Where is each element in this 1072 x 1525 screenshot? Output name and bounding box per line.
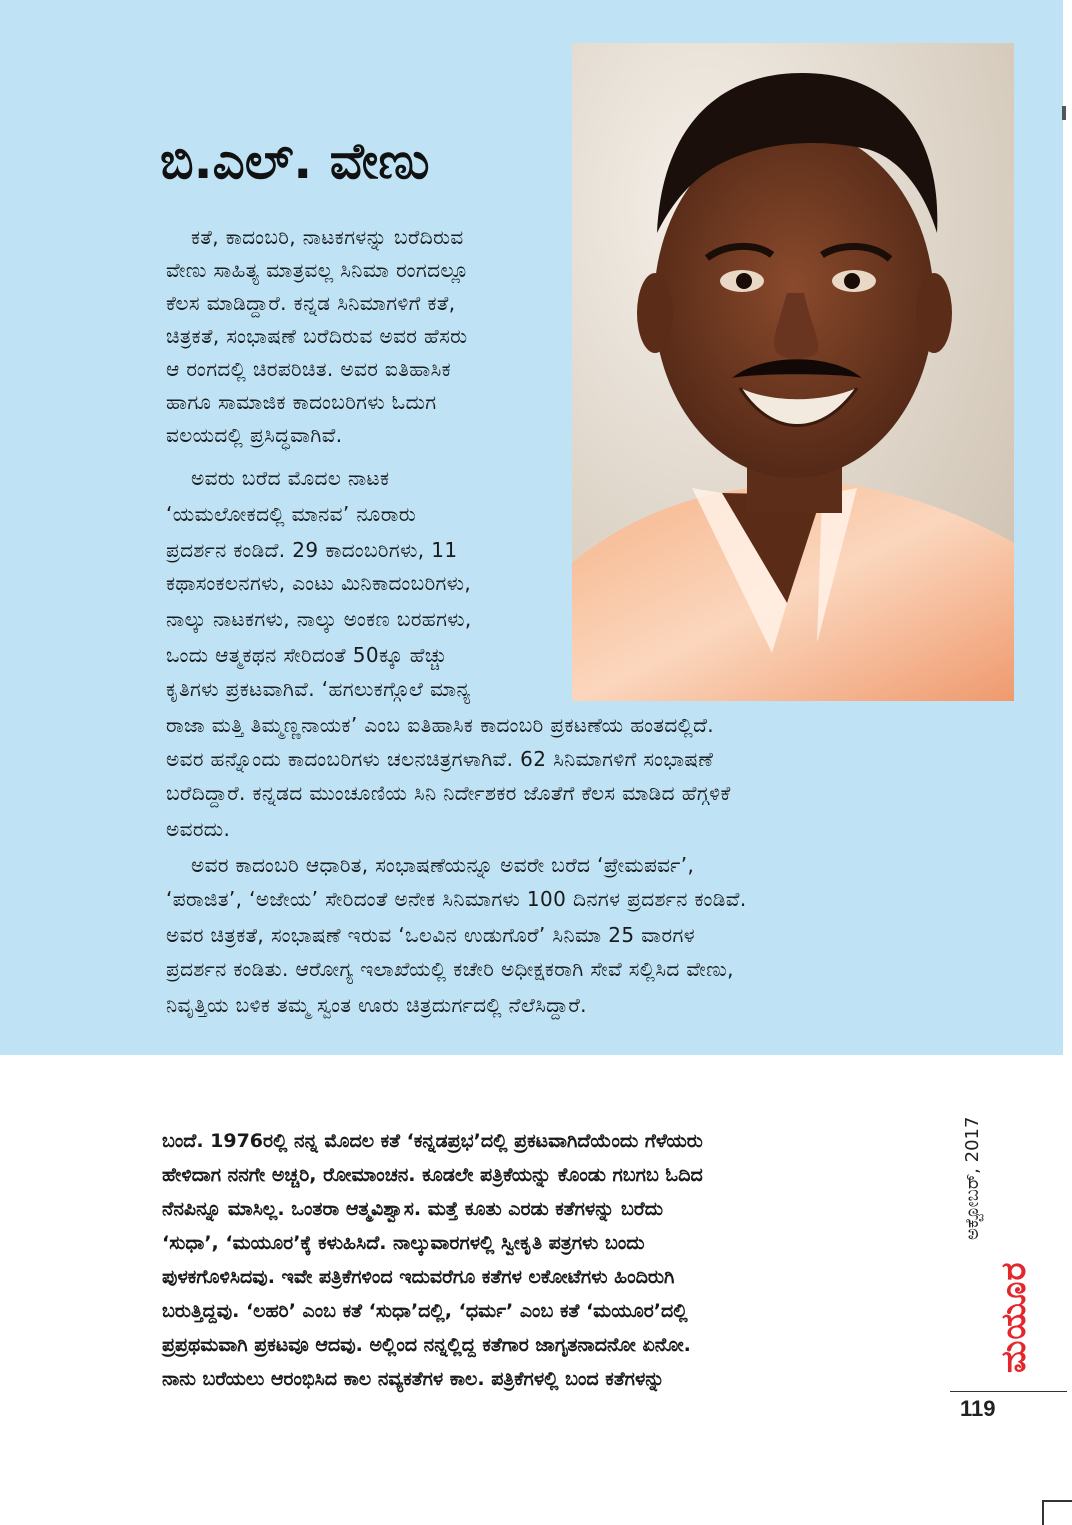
profile-line: ನಾಲ್ಕು ನಾಟಕಗಳು, ನಾಲ್ಕು ಅಂಕಣ ಬರಹಗಳು,: [166, 607, 472, 631]
masthead-logo: ಮಯೂರ: [994, 1261, 1034, 1373]
profile-line: ಕಥಾಸಂಕಲನಗಳು, ಎಂಟು ಮಿನಿಕಾದಂಬರಿಗಳು,: [166, 571, 472, 595]
profile-line: ಪ್ರದರ್ಶನ ಕಂಡಿದೆ. 29 ಕಾದಂಬರಿಗಳು, 11: [166, 538, 458, 562]
profile-line: ನಿವೃತ್ತಿಯ ಬಳಿಕ ತಮ್ಮ ಸ್ವಂತ ಊರು ಚಿತ್ರದುರ್ಗದಲ್ಲಿ ನೆಲೆಸಿದ್ದಾರೆ.: [166, 993, 587, 1017]
profile-line: ಅವರದು.: [166, 817, 231, 841]
profile-line: ಪ್ರದರ್ಶನ ಕಂಡಿತು. ಆರೋಗ್ಯ ಇಲಾಖೆಯಲ್ಲಿ ಕಚೇರಿ ಅಧೀಕ್ಷಕರಾಗಿ ಸೇವೆ ಸಲ್ಲಿಸಿದ ವೇಣು,: [166, 957, 734, 981]
article-line: ನೆನಪಿನ್ನೂ ಮಾಸಿಲ್ಲ. ಒಂತರಾ ಆತ್ಮವಿಶ್ವಾಸ. ಮತ್ತೆ ಕೂತು ಎರಡು ಕತೆಗಳನ್ನು ಬರೆದು: [162, 1198, 664, 1220]
article-line: ಹೇಳಿದಾಗ ನನಗೇ ಅಚ್ಚರಿ, ರೋಮಾಂಚನ. ಕೂಡಲೇ ಪತ್ರಿಕೆಯನ್ನು ಕೊಂಡು ಗಬಗಬ ಓದಿದ: [162, 1164, 703, 1186]
article-line: ಬರುತ್ತಿದ್ದವು. ‘ಲಹರಿ’ ಎಂಬ ಕತೆ ‘ಸುಧಾ’ದಲ್ಲಿ, ‘ಧರ್ಮ’ ಎಂಬ ಕತೆ ‘ಮಯೂರ’ದಲ್ಲಿ: [162, 1300, 688, 1322]
footer-rule: [950, 1391, 1067, 1392]
profile-line: ಅವರ ಕಾದಂಬರಿ ಆಧಾರಿತ, ಸಂಭಾಷಣೆಯನ್ನೂ ಅವರೇ ಬರೆದ ‘ಪ್ರೇಮಪರ್ವ’,: [191, 853, 695, 877]
profile-line: ಕೆಲಸ ಮಾಡಿದ್ದಾರೆ. ಕನ್ನಡ ಸಿನಿಮಾಗಳಿಗೆ ಕತೆ,: [166, 291, 456, 315]
article-line: ನಾನು ಬರೆಯಲು ಆರಂಭಿಸಿದ ಕಾಲ ನವ್ಯಕತೆಗಳ ಕಾಲ. ಪತ್ರಿಕೆಗಳಲ್ಲಿ ಬಂದ ಕತೆಗಳನ್ನು: [162, 1368, 665, 1390]
page-number: 119: [960, 1396, 996, 1421]
article-line: ಬಂದೆ. 1976ರಲ್ಲಿ ನನ್ನ ಮೊದಲ ಕತೆ ‘ಕನ್ನಡಪ್ರಭ’ದಲ್ಲಿ ಪ್ರಕಟವಾಗಿದೆಯೆಂದು ಗೆಳೆಯರು: [162, 1130, 703, 1152]
profile-line: ಬರೆದಿದ್ದಾರೆ. ಕನ್ನಡದ ಮುಂಚೂಣಿಯ ಸಿನಿ ನಿರ್ದೇಶಕರ ಜೊತೆಗೆ ಕೆಲಸ ಮಾಡಿದ ಹೆಗ್ಗಳಿಕೆ: [166, 781, 731, 805]
article-line: ಪ್ರಪ್ರಥಮವಾಗಿ ಪ್ರಕಟವೂ ಆದವು. ಅಲ್ಲಿಂದ ನನ್ನಲ್ಲಿದ್ದ ಕತೆಗಾರ ಜಾಗೃತನಾದನೋ ಏನೋ.: [162, 1334, 691, 1356]
issue-date: ಅಕ್ಟೋಬರ್, 2017: [962, 1116, 983, 1240]
profile-line: ಕೃತಿಗಳು ಪ್ರಕಟವಾಗಿವೆ. ‘ಹಗಲುಕಗ್ಗೊಲೆ ಮಾನ್ಯ: [166, 677, 471, 701]
profile-line: ‘ಪರಾಜಿತ’, ‘ಅಜೇಯ’ ಸೇರಿದಂತೆ ಅನೇಕ ಸಿನಿಮಾಗಳು 100 ದಿನಗಳ ಪ್ರದರ್ಶನ ಕಂಡಿವೆ.: [166, 887, 747, 911]
profile-line: ಆ ರಂಗದಲ್ಲಿ ಚಿರಪರಿಚಿತ. ಅವರ ಐತಿಹಾಸಿಕ: [166, 357, 452, 381]
profile-title: ಬಿ.ಎಲ್. ವೇಣು: [160, 132, 430, 190]
article-line: ಪುಳಕಗೊಳಿಸಿದವು. ಇವೇ ಪತ್ರಿಕೆಗಳಿಂದ ಇದುವರೆಗೂ ಕತೆಗಳ ಲಕೋಟೆಗಳು ಹಿಂದಿರುಗಿ: [162, 1266, 675, 1288]
profile-line: ವೇಣು ಸಾಹಿತ್ಯ ಮಾತ್ರವಲ್ಲ ಸಿನಿಮಾ ರಂಗದಲ್ಲೂ: [166, 258, 469, 282]
profile-line: ‘ಯಮಲೋಕದಲ್ಲಿ ಮಾನವ’ ನೂರಾರು: [166, 502, 417, 526]
profile-line: ಅವರ ಹನ್ನೊಂದು ಕಾದಂಬರಿಗಳು ಚಲನಚಿತ್ರಗಳಾಗಿವೆ. 62 ಸಿನಿಮಾಗಳಿಗೆ ಸಂಭಾಷಣೆ: [166, 747, 714, 771]
profile-line: ಒಂದು ಆತ್ಮಕಥನ ಸೇರಿದಂತೆ 50ಕ್ಕೂ ಹೆಚ್ಚು: [166, 643, 448, 667]
profile-line: ಕತೆ, ಕಾದಂಬರಿ, ನಾಟಕಗಳನ್ನು ಬರೆದಿರುವ: [191, 225, 464, 249]
profile-line: ವಲಯದಲ್ಲಿ ಪ್ರಸಿದ್ಧವಾಗಿವೆ.: [166, 423, 343, 447]
crop-mark-horizontal: [1042, 1500, 1072, 1502]
article-line: ‘ಸುಧಾ’, ‘ಮಯೂರ’ಕ್ಕೆ ಕಳುಹಿಸಿದೆ. ನಾಲ್ಕುವಾರಗಳಲ್ಲಿ ಸ್ವೀಕೃತಿ ಪತ್ರಗಳು ಬಂದು: [162, 1232, 645, 1254]
crop-mark-vertical: [1042, 1500, 1044, 1525]
profile-line: ಹಾಗೂ ಸಾಮಾಜಿಕ ಕಾದಂಬರಿಗಳು ಓದುಗ: [166, 390, 437, 414]
profile-line: ರಾಜಾ ಮತ್ತಿ ತಿಮ್ಮಣ್ಣನಾಯಕ’ ಎಂಬ ಐತಿಹಾಸಿಕ ಕಾದಂಬರಿ ಪ್ರಕಟಣೆಯ ಹಂತದಲ್ಲಿದೆ.: [166, 713, 715, 737]
profile-line: ಅವರ ಚಿತ್ರಕತೆ, ಸಂಭಾಷಣೆ ಇರುವ ‘ಒಲವಿನ ಉಡುಗೊರೆ’ ಸಿನಿಮಾ 25 ವಾರಗಳ: [166, 923, 695, 947]
profile-line: ಚಿತ್ರಕತೆ, ಸಂಭಾಷಣೆ ಬರೆದಿರುವ ಅವರ ಹೆಸರು: [166, 324, 468, 348]
profile-line: ಅವರು ಬರೆದ ಮೊದಲ ನಾಟಕ: [191, 466, 390, 490]
